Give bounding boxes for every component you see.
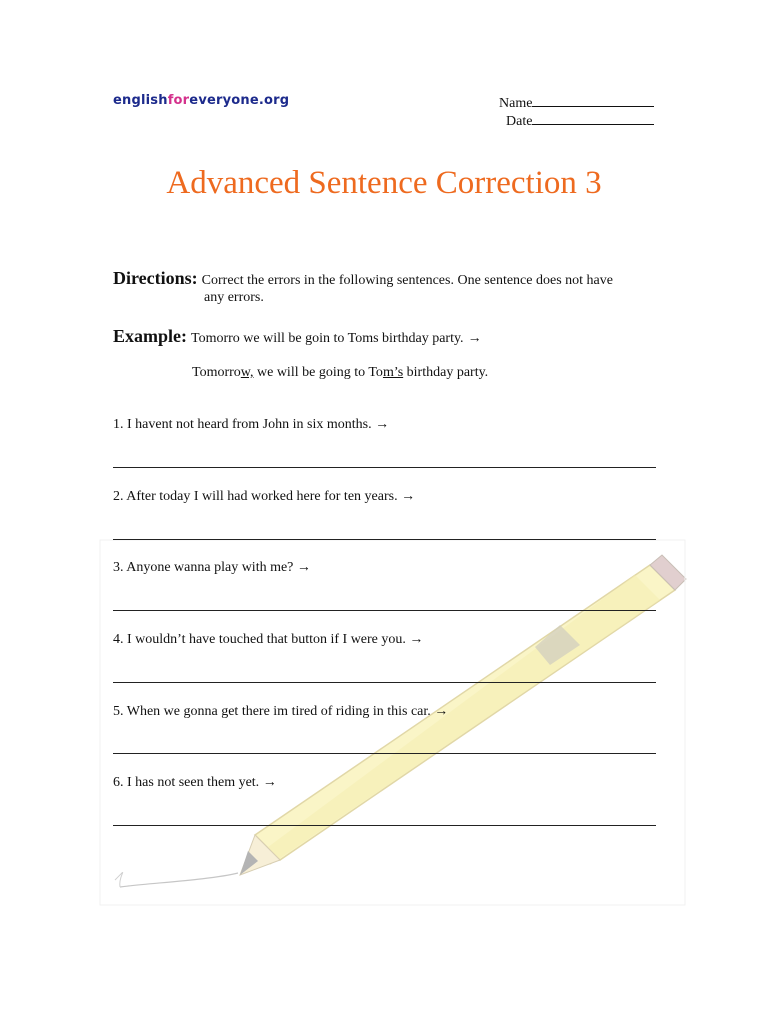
question-2 (113, 489, 415, 505)
arrow-icon: → (434, 704, 449, 719)
answer-part: birthday party. (403, 365, 489, 380)
question-text: 6. I has not seen them yet. (113, 775, 260, 790)
directions-text-line1: Correct the errors in the following sentences. One sentence does not have (201, 273, 613, 288)
logo-part-everyone: everyone.org (189, 93, 290, 108)
directions-label: Directions: (113, 268, 198, 288)
date-blank[interactable] (532, 112, 654, 125)
answer-correction: w, (240, 365, 254, 380)
question-text: 2. After today I will had worked here for ten years. (113, 489, 398, 504)
example (113, 326, 482, 347)
answer-line-5[interactable] (113, 753, 656, 754)
question-3 (113, 560, 311, 576)
answer-line-4[interactable] (113, 682, 656, 683)
logo-part-english: english (113, 93, 168, 108)
directions (113, 270, 673, 306)
example-label: Example: (113, 326, 187, 346)
example-answer (192, 365, 488, 381)
date-label: Date (506, 114, 533, 129)
answer-correction: m’s (382, 365, 404, 380)
date-field[interactable] (506, 112, 654, 130)
answer-part: we will be goin (253, 365, 344, 380)
page-title: Advanced Sentence Correction 3 (166, 165, 602, 201)
question-5 (113, 704, 448, 720)
name-blank[interactable] (532, 94, 654, 107)
directions-text-line2: any errors. (204, 290, 264, 305)
pencil-illustration (90, 535, 690, 915)
name-field[interactable] (499, 94, 654, 112)
answer-correction: g (343, 365, 351, 380)
question-text: 4. I wouldn’t have touched that button if I were you. (113, 632, 406, 647)
question-text: 5. When we gonna get there im tired of riding in this car. (113, 704, 431, 719)
question-1 (113, 417, 389, 433)
example-sentence: Tomorro we will be goin to Toms birthday party. (191, 331, 464, 346)
question-text: 3. Anyone wanna play with me? (113, 560, 294, 575)
arrow-icon: → (296, 560, 311, 575)
name-label: Name (499, 96, 533, 111)
answer-part: Tomorro (192, 365, 241, 380)
answer-part: to To (350, 365, 383, 380)
arrow-icon: → (467, 331, 482, 346)
arrow-icon: → (262, 775, 277, 790)
answer-line-6[interactable] (113, 825, 656, 826)
arrow-icon: → (401, 489, 416, 504)
question-6 (113, 775, 277, 791)
logo-part-for: for (167, 93, 190, 108)
arrow-icon: → (375, 417, 390, 432)
answer-line-1[interactable] (113, 467, 656, 468)
answer-line-3[interactable] (113, 610, 656, 611)
question-text: 1. I havent not heard from John in six months. (113, 417, 372, 432)
site-logo (113, 93, 289, 108)
question-4 (113, 632, 423, 648)
answer-line-2[interactable] (113, 539, 656, 540)
arrow-icon: → (409, 632, 424, 647)
